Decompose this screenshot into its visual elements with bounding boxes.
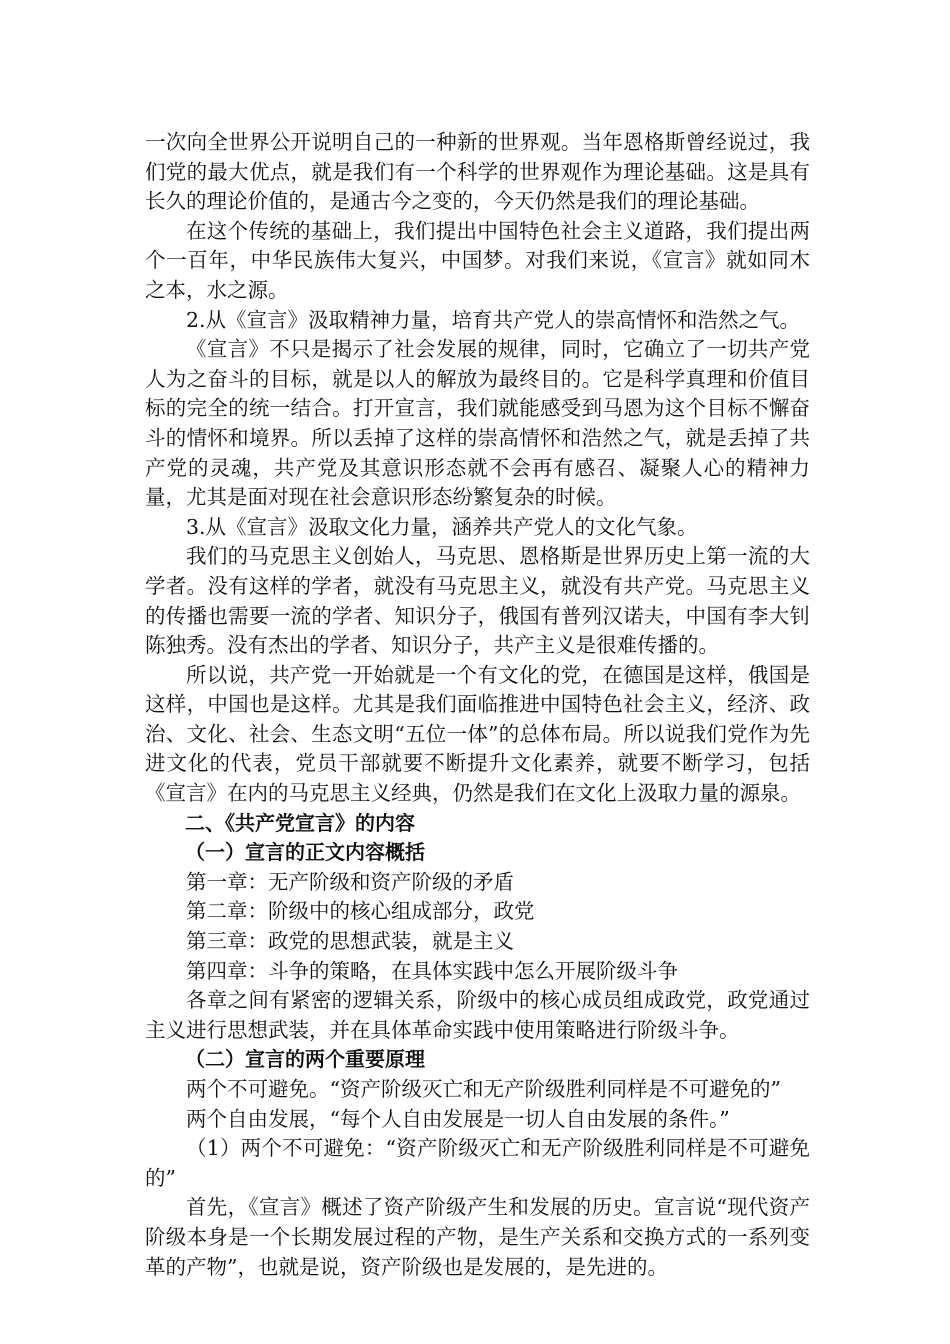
chapter-line: 第三章：政党的思想武装，就是主义 <box>186 929 514 954</box>
paragraph: 各章之间有紧密的逻辑关系，阶级中的核心成员组成政党，政党通过主义进行思想武装，并在具体革命实践中使用策略进行阶级斗争。 <box>145 988 810 1042</box>
subsection-heading: （二）宣言的两个重要原理 <box>185 1047 425 1072</box>
chapter-line: 第一章：无产阶级和资产阶级的矛盾 <box>186 869 514 894</box>
section-point-heading: 3.从《宣言》汲取文化力量，涵养共产党人的文化气象。 <box>186 514 698 539</box>
paragraph: 一次向全世界公开说明自己的一种新的世界观。当年恩格斯曾经说过，我们党的最大优点，就是我们有一个科学的世界观作为理论基础。这是具有长久的理论价值的，是通古今之变的，今天仍然是我们的理论基础。 <box>145 130 810 214</box>
paragraph: （1）两个不可避免：“资产阶级灭亡和无产阶级胜利同样是不可避免的” <box>145 1136 810 1190</box>
section-point-heading: 2.从《宣言》汲取精神力量，培育共产党人的崇高情怀和浩然之气。 <box>186 307 801 332</box>
subsection-heading: （一）宣言的正文内容概括 <box>185 840 425 865</box>
section-heading: 二、《共产党宣言》的内容 <box>185 810 415 835</box>
paragraph: 我们的马克思主义创始人，马克思、恩格斯是世界历史上第一流的大学者。没有这样的学者，就没有马克思主义，就没有共产党。马克思主义的传播也需要一流的学者、知识分子，俄国有普列汉诺夫，中国有李大钊陈独秀。没有杰出的学者、知识分子，共产主义是很难传播的。 <box>145 544 810 658</box>
paragraph: 在这个传统的基础上，我们提出中国特色社会主义道路，我们提出两个一百年，中华民族伟大复兴，中国梦。对我们来说，《宣言》就如同木之本，水之源。 <box>145 218 810 302</box>
paragraph: 两个不可避免。“资产阶级灭亡和无产阶级胜利同样是不可避免的” <box>186 1077 781 1101</box>
paragraph: 两个自由发展，“每个人自由发展是一切人自由发展的条件。” <box>186 1106 730 1131</box>
document-page <box>145 128 810 1282</box>
paragraph: 所以说，共产党一开始就是一个有文化的党，在德国是这样，俄国是这样，中国也是这样。尤其是我们面临推进中国特色社会主义，经济、政治、文化、社会、生态文明“五位一体”的总体布局。所以说我们党作为先进文化的代表，党员干部就要不断提升文化素养，就要不断学习，包括《宣言》在内的马克思主义经典，仍然是我们在文化上汲取力量的源泉。 <box>145 662 810 806</box>
paragraph: 首先，《宣言》概述了资产阶级产生和发展的历史。宣言说“现代资产阶级本身是一个长期发展过程的产物，是生产关系和交换方式的一系列变革的产物”，也就是说，资产阶级也是发展的，是先进的。 <box>145 1195 810 1279</box>
chapter-line: 第四章：斗争的策略，在具体实践中怎么开展阶级斗争 <box>186 958 678 983</box>
paragraph: 《宣言》不只是揭示了社会发展的规律，同时，它确立了一切共产党人为之奋斗的目标，就是以人的解放为最终目的。它是科学真理和价值目标的完全的统一结合。打开宣言，我们就能感受到马恩为这个目标不懈奋斗的情怀和境界。所以丢掉了这样的崇高情怀和浩然之气，就是丢掉了共产党的灵魂，共产党及其意识形态就不会再有感召、凝聚人心的精神力量，尤其是面对现在社会意识形态纷繁复杂的时候。 <box>145 337 810 510</box>
chapter-line: 第二章：阶级中的核心组成部分，政党 <box>186 899 535 924</box>
